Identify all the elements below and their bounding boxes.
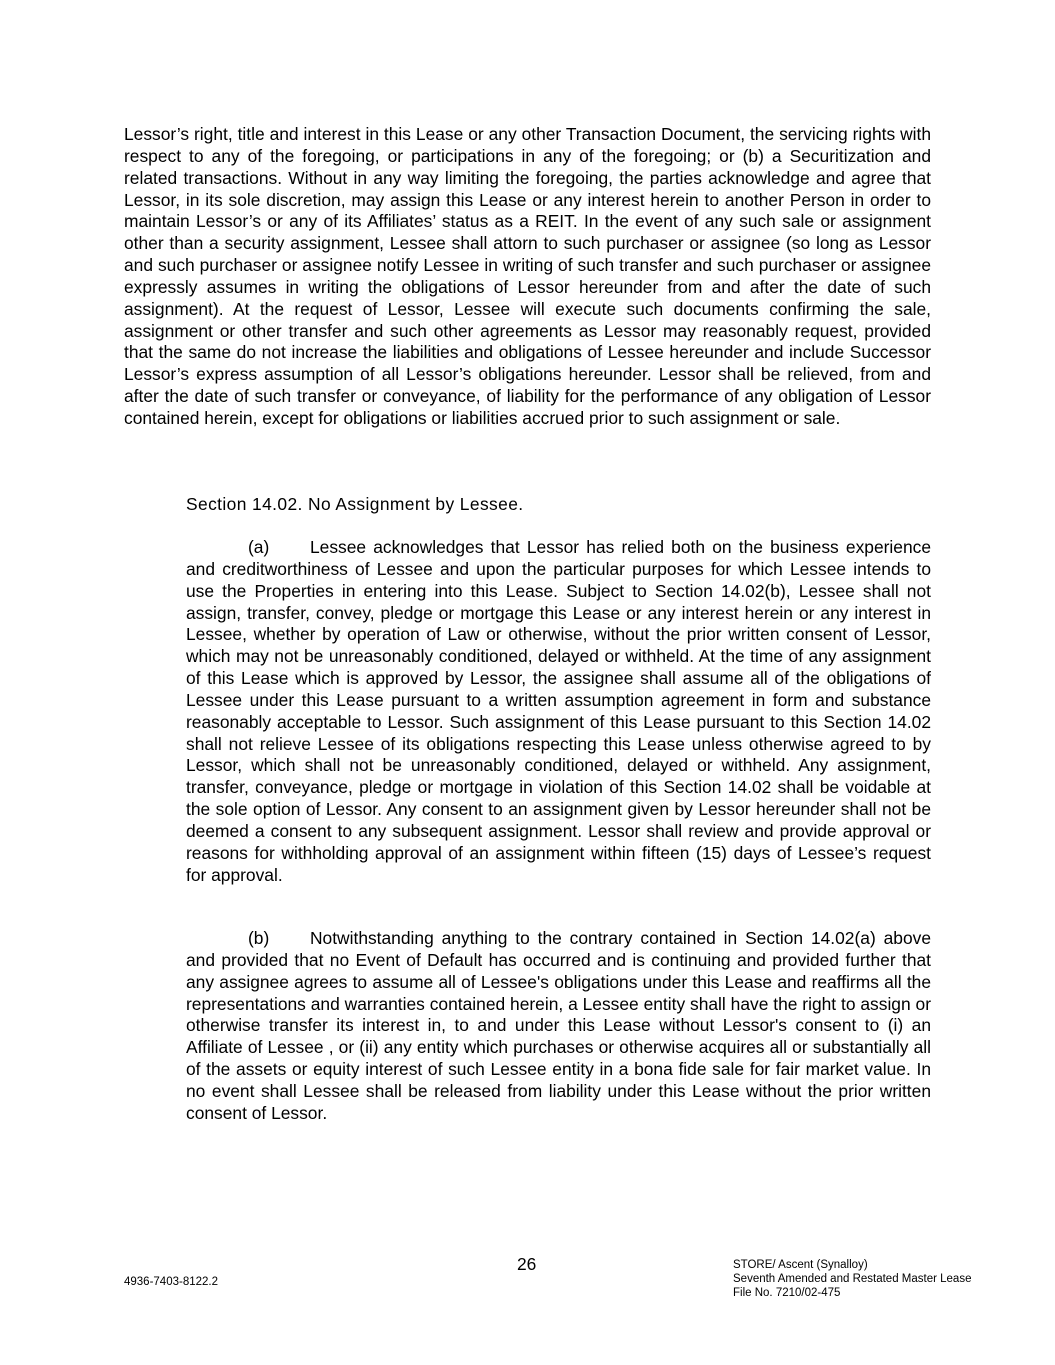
subsection-b xyxy=(186,928,931,1125)
footer-file-info xyxy=(733,1258,971,1300)
subsection-a-label: (a) xyxy=(248,537,270,557)
footer-line-parties: STORE/ Ascent (Synalloy) xyxy=(733,1259,868,1271)
section-heading: Section 14.02. No Assignment by Lessee. xyxy=(186,494,524,514)
page-number: 26 xyxy=(517,1254,537,1274)
footer-line-file-no: File No. 7210/02-475 xyxy=(733,1287,841,1299)
subsection-a-text: Lessee acknowledges that Lessor has relied both on the business experience and creditworthiness of Lessee and upon the particular purposes for which Lessee intends to use the Properties in entering into this Lease. Subject to Section 14.02(b), Lessee shall not assign, transfer, convey, pledge or mortgage this Lease or any interest herein or any interest in Lessee, whether by operation of Law or otherwise, without the prior written consent of Lessor, which may not be unreasonably conditioned, delayed or withheld. At the time of any assignment of this Lease which is approved by Lessor, the assignee shall assume all of the obligations of Lessee under this Lease pursuant to a written assumption agreement in form and substance reasonably acceptable to Lessor. Such assignment of this Lease pursuant to this Section 14.02 shall not relieve Lessee of its obligations respecting this Lease unless otherwise agreed to by Lessor, which shall not be unreasonably conditioned, delayed or withheld. Any assignment, transfer, conveyance, pledge or mortgage in violation of this Section 14.02 shall be voidable at the sole option of Lessor. Any consent to an assignment given by Lessor hereunder shall not be deemed a consent to any subsequent assignment. Lessor shall review and provide approval or reasons for withholding approval of an assignment within fifteen (15) days of Lessee’s request for approval. xyxy=(186,537,931,885)
subsection-b-label: (b) xyxy=(248,928,270,948)
intro-paragraph: Lessor’s right, title and interest in this Lease or any other Transaction Document, the servicing rights with respect to any of the foregoing, or participations in any of the foregoing; or (b) a Securitization and related transactions. Without in any way limiting the foregoing, the parties acknowledge and agree that Lessor, in its sole discretion, may assign this Lease or any interest herein to another Person in order to maintain Lessor’s or any of its Affiliates’ status as a REIT. In the event of any such sale or assignment other than a security assignment, Lessee shall attorn to such purchaser or assignee (so long as Lessor and such purchaser or assignee notify Lessee in writing of such transfer and such purchaser or assignee expressly assumes in writing the obligations of Lessor hereunder from and after the date of such assignment). At the request of Lessor, Lessee will execute such documents confirming the sale, assignment or other transfer and such other agreements as Lessor may reasonably request, provided that the same do not increase the liabilities and obligations of Lessee hereunder and include Successor Lessor’s express assumption of all Lessor’s obligations hereunder. Lessor shall be relieved, from and after the date of such transfer or conveyance, of liability for the performance of any obligation of Lessor contained herein, except for obligations or liabilities accrued prior to such assignment or sale. xyxy=(124,124,931,428)
footer-line-title: Seventh Amended and Restated Master Lease xyxy=(733,1273,972,1285)
subsection-b-text: Notwithstanding anything to the contrary contained in Section 14.02(a) above and provided that no Event of Default has occurred and is continuing and provided further that any assignee agrees to assume all of Lessee's obligations under this Lease and reaffirms all the representations and warranties contained herein, a Lessee entity shall have the right to assign or otherwise transfer its interest in, to and under this Lease without Lessor's consent to (i) an Affiliate of Lessee , or (ii) any entity which purchases or otherwise acquires all or substantially all of the assets or equity interest of such Lessee entity in a bona fide sale for fair market value. In no event shall Lessee shall be released from liability under this Lease without the prior written consent of Lessor. xyxy=(186,928,931,1123)
footer-document-id: 4936-7403-8122.2 xyxy=(124,1276,218,1288)
subsection-a xyxy=(186,537,931,887)
